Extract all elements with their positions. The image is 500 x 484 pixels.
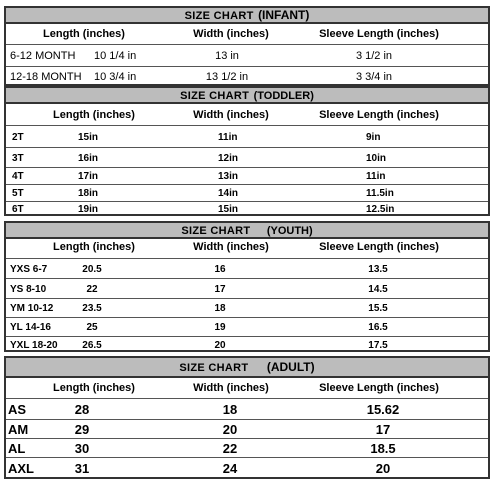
size-label: YXS 6-7 bbox=[10, 263, 48, 275]
table-row bbox=[6, 44, 488, 67]
header-sleeve: Sleeve Length (inches) bbox=[319, 382, 439, 394]
width-value: 13in bbox=[218, 171, 239, 182]
length-value: 17in bbox=[78, 171, 99, 182]
width-value: 20 bbox=[222, 422, 238, 437]
adult-chart-title bbox=[6, 358, 488, 378]
size-label: AM bbox=[8, 422, 29, 437]
width-value: 15in bbox=[218, 204, 239, 215]
infant-title-text: SIZE CHART bbox=[184, 10, 254, 22]
header-length: Length (inches) bbox=[53, 382, 135, 394]
size-label: 4T bbox=[12, 171, 24, 182]
table-row bbox=[6, 298, 488, 318]
length-value: 23.5 bbox=[82, 303, 102, 314]
width-value: 22 bbox=[222, 441, 238, 456]
youth-size-chart bbox=[4, 221, 490, 352]
length-value: 10 1/4 in bbox=[94, 50, 137, 62]
width-value: 18 bbox=[222, 402, 238, 417]
size-label: 5T bbox=[12, 188, 24, 199]
toddler-header-row bbox=[6, 105, 488, 125]
table-row bbox=[6, 278, 488, 299]
table-row bbox=[6, 438, 488, 458]
youth-title-suffix: (YOUTH) bbox=[266, 225, 313, 237]
length-value: 29 bbox=[74, 422, 90, 437]
width-value: 19 bbox=[214, 322, 226, 333]
length-value: 15in bbox=[78, 131, 99, 143]
width-value: 11in bbox=[218, 131, 238, 143]
header-width: Width (inches) bbox=[193, 241, 269, 253]
length-value: 30 bbox=[74, 441, 90, 456]
width-value: 24 bbox=[222, 460, 238, 476]
header-width: Width (inches) bbox=[193, 382, 269, 394]
table-row bbox=[6, 147, 488, 168]
toddler-title-text: SIZE CHART bbox=[180, 90, 250, 102]
length-value: 10 3/4 in bbox=[94, 71, 137, 83]
length-value: 28 bbox=[74, 402, 90, 417]
size-label: YM 10-12 bbox=[10, 303, 54, 314]
sleeve-value: 20 bbox=[375, 460, 391, 476]
size-label: 6-12 MONTH bbox=[10, 50, 76, 62]
length-value: 18in bbox=[78, 188, 99, 199]
width-value: 17 bbox=[214, 283, 226, 295]
sleeve-value: 11in bbox=[366, 171, 386, 182]
size-label: AL bbox=[8, 441, 26, 456]
toddler-title-suffix: (TODDLER) bbox=[253, 90, 314, 102]
toddler-size-chart bbox=[4, 86, 490, 216]
header-width: Width (inches) bbox=[193, 28, 269, 40]
size-label: AS bbox=[8, 402, 27, 417]
table-row bbox=[6, 336, 488, 353]
size-label: 12-18 MONTH bbox=[10, 71, 82, 83]
width-value: 20 bbox=[214, 339, 226, 351]
length-value: 22 bbox=[86, 283, 98, 295]
sleeve-value: 10in bbox=[366, 152, 387, 164]
table-row bbox=[6, 66, 488, 87]
size-label: YXL 18-20 bbox=[10, 339, 58, 351]
length-value: 16in bbox=[78, 152, 99, 164]
infant-chart-title bbox=[6, 8, 488, 24]
width-value: 12in bbox=[218, 152, 239, 164]
size-label: YL 14-16 bbox=[10, 322, 51, 333]
table-row bbox=[6, 317, 488, 337]
width-value: 16 bbox=[214, 263, 226, 275]
size-label: 2T bbox=[12, 131, 24, 143]
sleeve-value: 15.62 bbox=[366, 402, 400, 417]
width-value: 18 bbox=[214, 303, 226, 314]
sleeve-value: 3 3/4 in bbox=[355, 71, 393, 83]
infant-title-suffix: (INFANT) bbox=[258, 8, 310, 22]
table-row bbox=[6, 125, 488, 148]
width-value: 14in bbox=[218, 188, 239, 199]
adult-title-text: SIZE CHART bbox=[179, 362, 249, 374]
header-sleeve: Sleeve Length (inches) bbox=[319, 109, 439, 121]
size-label: 6T bbox=[12, 204, 24, 215]
infant-header-row bbox=[6, 25, 488, 43]
size-label: YS 8-10 bbox=[10, 283, 47, 295]
table-row bbox=[6, 457, 488, 478]
size-label: AXL bbox=[8, 460, 34, 476]
sleeve-value: 15.5 bbox=[368, 303, 388, 314]
sleeve-value: 17 bbox=[375, 422, 391, 437]
length-value: 31 bbox=[74, 460, 90, 476]
header-width: Width (inches) bbox=[193, 109, 269, 121]
sleeve-value: 13.5 bbox=[368, 263, 388, 275]
adult-header-row bbox=[6, 378, 488, 398]
length-value: 20.5 bbox=[82, 263, 102, 275]
sleeve-value: 11.5in bbox=[366, 188, 394, 199]
sleeve-value: 17.5 bbox=[368, 339, 388, 351]
width-value: 13 in bbox=[215, 50, 239, 62]
infant-size-chart bbox=[4, 6, 490, 86]
adult-title-suffix: (ADULT) bbox=[266, 360, 315, 374]
header-length: Length (inches) bbox=[53, 109, 135, 121]
width-value: 13 1/2 in bbox=[205, 71, 249, 83]
table-row bbox=[6, 167, 488, 185]
table-row bbox=[6, 201, 488, 217]
sleeve-value: 9in bbox=[366, 131, 381, 143]
length-value: 25 bbox=[86, 322, 98, 333]
table-row bbox=[6, 258, 488, 279]
youth-title-text: SIZE CHART bbox=[181, 225, 251, 237]
length-value: 26.5 bbox=[82, 339, 102, 351]
sleeve-value: 18.5 bbox=[370, 441, 396, 456]
sleeve-value: 3 1/2 in bbox=[355, 50, 393, 62]
sleeve-value: 16.5 bbox=[368, 322, 388, 333]
header-length: Length (inches) bbox=[53, 241, 135, 253]
toddler-chart-title bbox=[6, 88, 488, 104]
youth-header-row bbox=[6, 238, 488, 256]
sleeve-value: 12.5in bbox=[366, 204, 395, 215]
header-sleeve: Sleeve Length (inches) bbox=[319, 28, 439, 40]
sleeve-value: 14.5 bbox=[368, 283, 388, 295]
table-row bbox=[6, 184, 488, 202]
youth-chart-title bbox=[6, 223, 488, 239]
table-row bbox=[6, 398, 488, 420]
header-length: Length (inches) bbox=[43, 28, 125, 40]
length-value: 19in bbox=[78, 204, 99, 215]
adult-size-chart bbox=[4, 356, 490, 479]
size-label: 3T bbox=[12, 152, 24, 164]
table-row bbox=[6, 419, 488, 439]
header-sleeve: Sleeve Length (inches) bbox=[319, 241, 439, 253]
